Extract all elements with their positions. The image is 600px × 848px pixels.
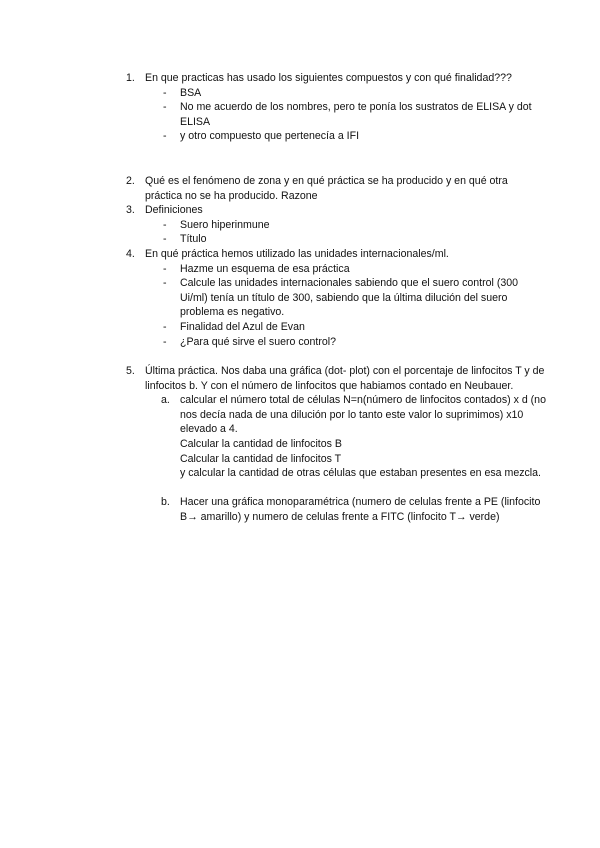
bullet-dash: - — [163, 277, 167, 290]
question-text: En que practicas has usado los siguientes compuestos y con qué finalidad??? — [145, 72, 512, 84]
bullet-text: Finalidad del Azul de Evan — [180, 320, 305, 333]
bullet-dash: - — [163, 130, 167, 143]
question-3 — [126, 203, 546, 247]
sub-question-text: Hacer una gráfica monoparamétrica (numero de celulas frente a PE (linfocito B→ amarillo) y numero de celulas frente a FITC (linfocito T→ verde) — [180, 496, 541, 523]
bullet-text: Calcule las unidades internacionales sabiendo que el suero control (300 Ui/ml) tenía un título de 300, sabiendo que la última dilución del suero problema es negativo. — [180, 277, 519, 319]
bullet-item — [163, 218, 546, 233]
sub-question-b — [161, 495, 546, 524]
question-number: 3. — [126, 204, 135, 216]
question-text: Definiciones — [145, 204, 203, 216]
question-text: Última práctica. Nos daba una gráfica (dot- plot) con el porcentaje de linfocitos T y de linfocitos b. Y con el número de linfocitos que habiamos contado en Neubauer. — [145, 365, 545, 392]
question-number: 1. — [126, 72, 135, 84]
bullet-text: ¿Para qué sirve el suero control? — [180, 335, 337, 348]
bullet-text: No me acuerdo de los nombres, pero te ponía los sustratos de ELISA y dot ELISA — [180, 101, 532, 128]
bullet-dash: - — [163, 262, 167, 275]
bullet-item — [163, 276, 546, 320]
sub-question-label: b. — [161, 496, 170, 509]
bullet-text: y otro compuesto que pertenecía a IFI — [180, 130, 360, 143]
sub-question-line: Calcular la cantidad de linfocitos B — [180, 437, 342, 450]
question-4 — [126, 247, 546, 349]
question-number: 5. — [126, 365, 135, 377]
bullet-item — [163, 129, 546, 144]
bullet-item — [163, 86, 546, 101]
question-number: 2. — [126, 175, 135, 187]
bullet-text: Suero hiperinmune — [180, 218, 270, 231]
sub-question-a — [161, 393, 546, 481]
sub-question-label: a. — [161, 394, 170, 407]
bullet-dash: - — [163, 233, 167, 246]
bullet-dash: - — [163, 86, 167, 99]
question-number: 4. — [126, 248, 135, 260]
bullet-text: BSA — [180, 86, 202, 99]
bullet-item — [163, 320, 546, 335]
question-5 — [126, 364, 546, 525]
bullet-item — [163, 335, 546, 350]
question-text: En qué práctica hemos utilizado las unidades internacionales/ml. — [145, 248, 449, 260]
bullet-text: Hazme un esquema de esa práctica — [180, 262, 350, 275]
sub-question-line: Calcular la cantidad de linfocitos T — [180, 452, 342, 465]
bullet-text: Título — [180, 233, 207, 246]
bullet-dash: - — [163, 320, 167, 333]
question-text: Qué es el fenómeno de zona y en qué práctica se ha producido y en qué otra práctica no se ha producido. Razone — [145, 175, 508, 202]
bullet-item — [163, 100, 546, 129]
bullet-dash: - — [163, 218, 167, 231]
bullet-item — [163, 232, 546, 247]
bullet-dash: - — [163, 335, 167, 348]
sub-question-text: calcular el número total de células N=n(número de linfocitos contados) x d (no nos decía nada de una dilución por lo tanto este valor lo suprimimos) x10 elevado a 4. — [180, 394, 546, 436]
bullet-dash: - — [163, 101, 167, 114]
question-1 — [126, 71, 546, 144]
sub-question-line: y calcular la cantidad de otras células que estaban presentes en esa mezcla. — [180, 467, 541, 480]
bullet-item — [163, 262, 546, 277]
question-2 — [126, 174, 546, 203]
